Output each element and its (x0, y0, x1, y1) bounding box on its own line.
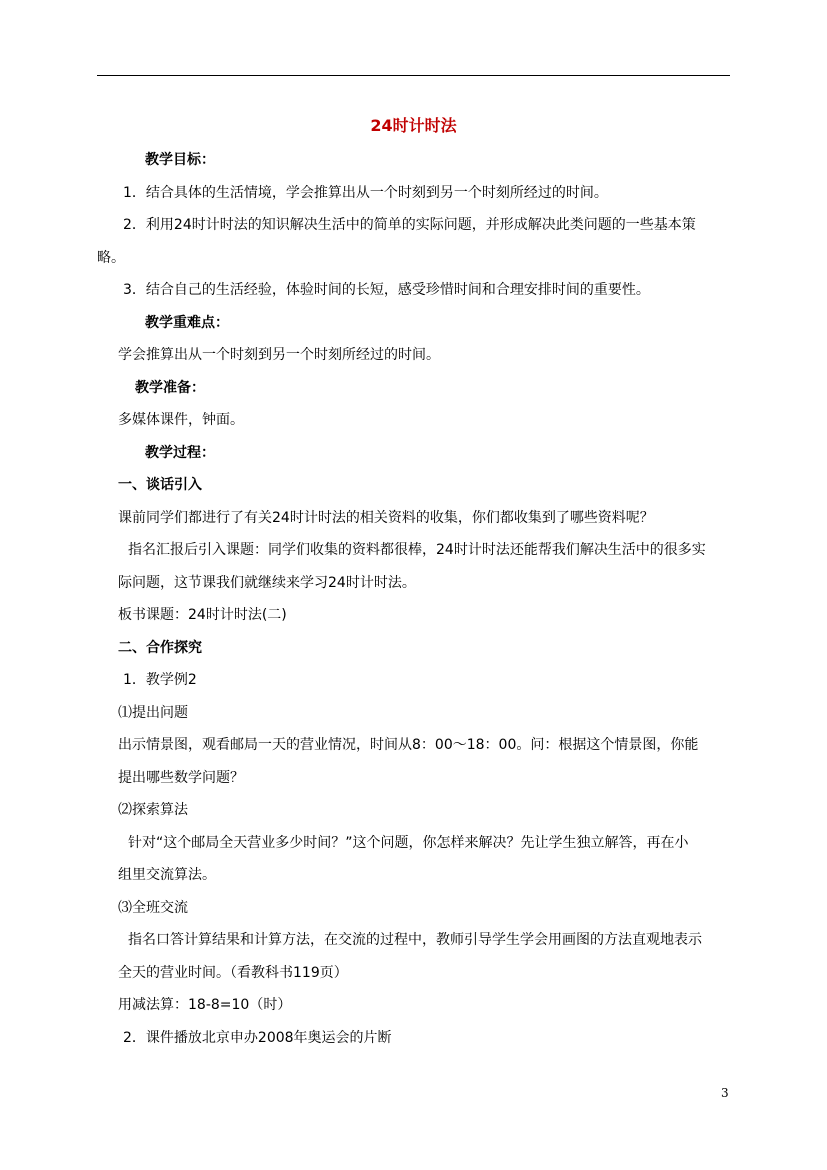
paragraph: 指名口答计算结果和计算方法，在交流的过程中，教师引导学生学会用画图的方法直观地表示 (128, 932, 702, 948)
paragraph: 指名汇报后引入课题：同学们收集的资料都很棒，24时计时法还能帮我们解决生活中的很多实 (128, 542, 706, 558)
page-number: 3 (721, 1086, 729, 1100)
paragraph: 2．利用24时计时法的知识解决生活中的简单的实际问题，并形成解决此类问题的一些基本策 (123, 217, 696, 233)
section-heading-2: 二、合作探究 (118, 640, 202, 656)
heading-key-points: 教学重难点： (145, 315, 229, 331)
heading-objectives: 教学目标： (145, 152, 215, 168)
document-title: 24时计时法 (370, 116, 457, 135)
paragraph: ⑵探索算法 (118, 802, 188, 818)
paragraph: ⑶全班交流 (118, 900, 188, 916)
paragraph: 用减法算：18-8=10（时） (118, 997, 292, 1013)
paragraph: 1．结合具体的生活情境，学会推算出从一个时刻到另一个时刻所经过的时间。 (123, 185, 608, 201)
header-rule (97, 75, 730, 76)
paragraph: ⑴提出问题 (118, 705, 188, 721)
paragraph: 多媒体课件，钟面。 (118, 412, 244, 428)
paragraph: 际问题，这节课我们就继续来学习24时计时法。 (118, 575, 416, 591)
paragraph: 提出哪些数学问题？ (118, 770, 244, 786)
paragraph: 学会推算出从一个时刻到另一个时刻所经过的时间。 (118, 347, 440, 363)
paragraph: 针对“这个邮局全天营业多少时间？”这个问题，你怎样来解决？先让学生独立解答，再在小 (128, 835, 689, 851)
paragraph: 2．课件播放北京申办2008年奥运会的片断 (123, 1030, 392, 1046)
paragraph: 课前同学们都进行了有关24时计时法的相关资料的收集，你们都收集到了哪些资料呢？ (118, 510, 654, 526)
heading-process: 教学过程： (145, 445, 215, 461)
heading-preparation: 教学准备： (135, 380, 205, 396)
paragraph: 全天的营业时间。（看教科书119页） (118, 965, 348, 981)
paragraph: 3．结合自己的生活经验，体验时间的长短，感受珍惜时间和合理安排时间的重要性。 (123, 282, 650, 298)
paragraph: 略。 (97, 250, 125, 266)
paragraph: 组里交流算法。 (118, 867, 216, 883)
paragraph: 出示情景图，观看邮局一天的营业情况，时间从8：00～18：00。问：根据这个情景图，你能 (118, 737, 699, 753)
paragraph: 1．教学例2 (123, 672, 197, 688)
section-heading-1: 一、谈话引入 (118, 477, 202, 493)
paragraph: 板书课题：24时计时法(二) (118, 607, 287, 623)
